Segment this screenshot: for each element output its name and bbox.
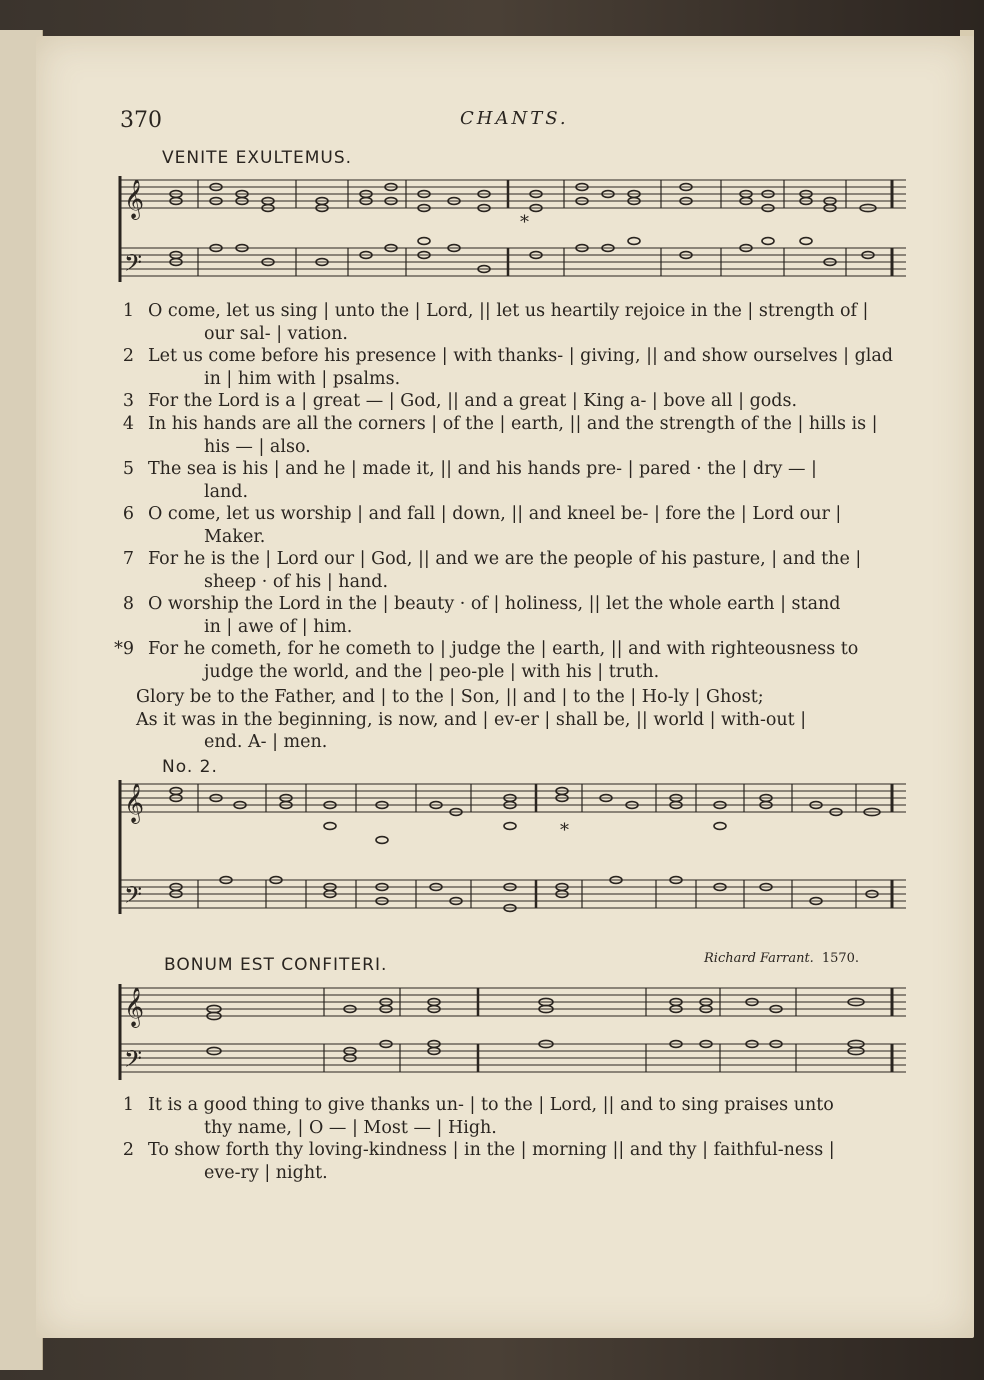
verse-bonum-1: 1 It is a good thing to give thanks un- | to the | Lord, || and to sing praises unto thy name, | O — | Most — | High. <box>122 1095 834 1138</box>
gloria-line-1: Glory be to the Father, and | to the | Son, || and | to the | Ho-ly | Ghost; <box>136 687 764 707</box>
verse-4: 4 In his hands are all the corners | of the | earth, || and the strength of the | hills is | his — | also. <box>122 414 878 457</box>
verse-1: 1 O come, let us sing | unto the | Lord, || let us heartily rejoice in the | strength of | our sal- | vation. <box>122 301 869 344</box>
verse-bonum-2: 2 To show forth thy loving-kindness | in the | morning || and thy | faithful-ness | eve-ry | night. <box>122 1140 835 1183</box>
gloria-patri <box>136 686 906 754</box>
bass-clef-icon: 𝄢 <box>124 881 143 914</box>
treble-clef-icon: 𝄞 <box>124 179 145 219</box>
running-title: CHANTS. <box>460 108 569 129</box>
score-no2 <box>116 776 910 926</box>
verse-5: 5 The sea is his | and he | made it, || and his hands pre- | pared · the | dry — | land. <box>122 459 817 502</box>
page-number: 370 <box>120 108 162 133</box>
gloria-line-3: end. A- | men. <box>204 732 328 752</box>
bass-staff <box>120 248 906 276</box>
score-venite <box>116 172 910 290</box>
treble-clef-icon: 𝄞 <box>124 783 145 823</box>
verses-bonum <box>122 1094 908 1184</box>
verse-8: 8 O worship the Lord in the | beauty · of | holiness, || let the whole earth | stand in | awe of | him. <box>122 594 841 637</box>
page-header <box>120 108 910 138</box>
gloria-line-2: As it was in the beginning, is now, and | ev-er | shall be, || world | with-out | <box>136 709 807 730</box>
verse-7: 7 For he is the | Lord our | God, || and we are the people of his pasture, | and the | sheep · of his | hand. <box>122 549 862 592</box>
composer-credit: Richard Farrant. 1570. <box>704 951 860 966</box>
section-title-venite: VENITE EXULTEMUS. <box>162 148 353 168</box>
verses-venite <box>114 300 908 683</box>
verse-9: *9 For he cometh, for he cometh to | judge the | earth, || and with righteousness to judge the world, and the | peo-ple | with his | truth. <box>114 639 859 682</box>
asterisk-icon: * <box>520 212 529 233</box>
section-title-bonum: BONUM EST CONFITERI. <box>164 955 388 975</box>
section-title-no2: No. 2. <box>162 757 218 777</box>
verse-6: 6 O come, let us worship | and fall | down, || and kneel be- | fore the | Lord our | Maker. <box>122 504 842 547</box>
treble-clef-icon: 𝄞 <box>124 987 145 1027</box>
verse-3: 3 For the Lord is a | great — | God, || and a great | King a- | bove all | gods. <box>122 391 798 411</box>
score-bonum <box>116 980 910 1090</box>
verse-2: 2 Let us come before his presence | with thanks- | giving, || and show ourselves | glad in | him with | psalms. <box>122 346 894 389</box>
bass-clef-icon: 𝄢 <box>124 249 143 282</box>
bass-clef-icon: 𝄢 <box>124 1045 143 1078</box>
asterisk-icon: * <box>560 820 569 841</box>
